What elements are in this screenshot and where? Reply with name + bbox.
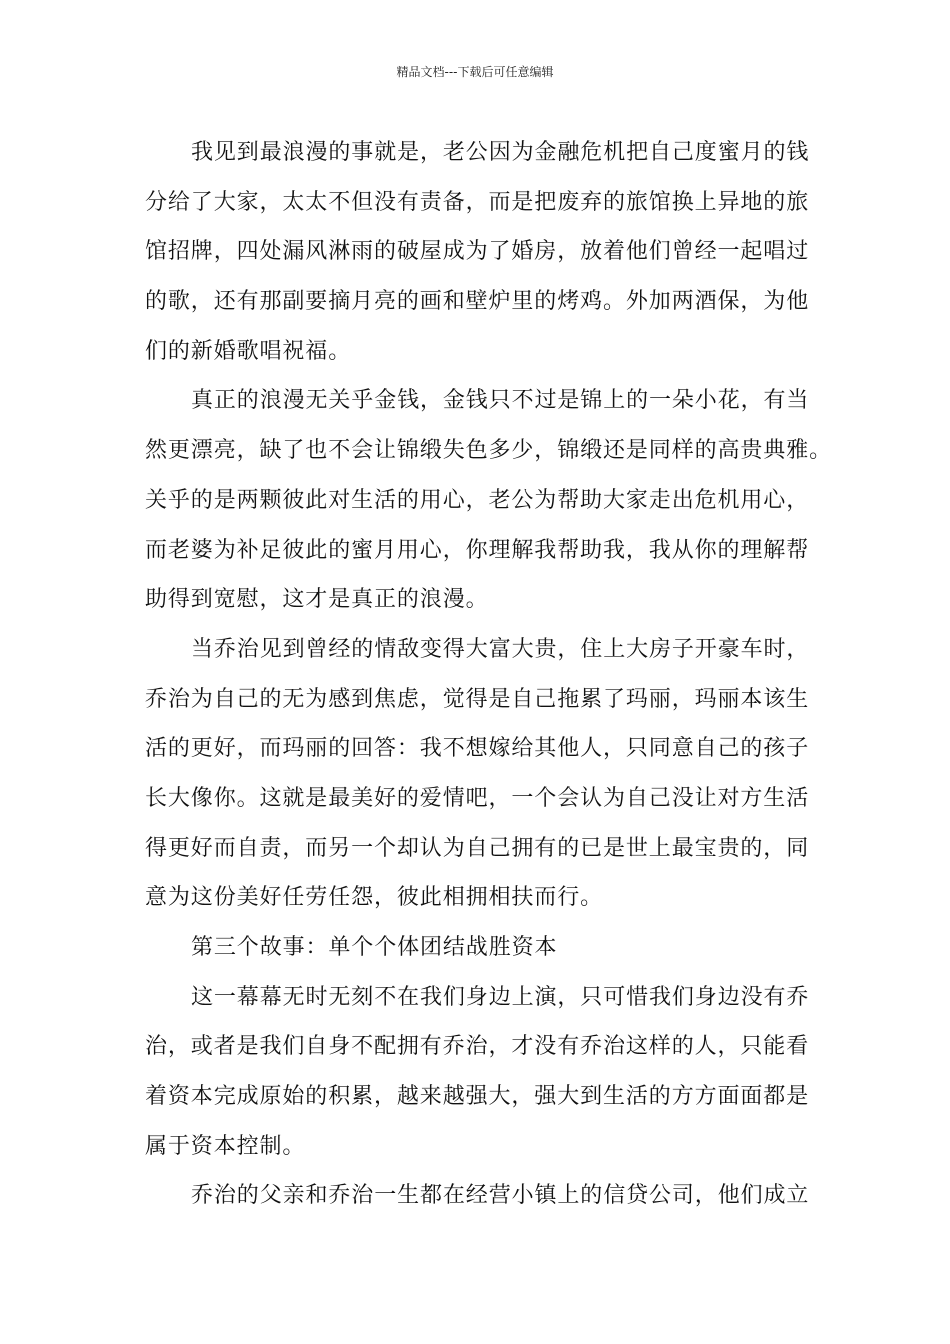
text-line: 活的更好，而玛丽的回答：我不想嫁给其他人，只同意自己的孩子 [145,736,810,762]
text-line: 治，或者是我们自身不配拥有乔治，才没有乔治这样的人，只能看 [145,1034,810,1060]
text-line: 当乔治见到曾经的情敌变得大富大贵，住上大房子开豪车时， [191,636,810,662]
text-line: 属于资本控制。 [145,1133,306,1159]
text-line: 而老婆为补足彼此的蜜月用心，你理解我帮助我，我从你的理解帮 [145,537,810,563]
text-line: 得更好而自责，而另一个却认为自己拥有的已是世上最宝贵的，同 [145,835,810,861]
text-line: 乔治的父亲和乔治一生都在经营小镇上的信贷公司，他们成立 [191,1183,810,1209]
text-line: 馆招牌，四处漏风淋雨的破屋成为了婚房，放着他们曾经一起唱过 [145,239,810,265]
document-body [145,128,833,1221]
text-line: 的歌，还有那副要摘月亮的画和壁炉里的烤鸡。外加两酒保，为他 [145,289,810,315]
text-line: 分给了大家，太太不但没有责备，而是把废弃的旅馆换上异地的旅 [145,189,810,215]
page-header: 精品文档---下载后可任意编辑 [396,65,554,79]
text-line: 助得到宽慰，这才是真正的浪漫。 [145,587,489,613]
text-line: 关乎的是两颗彼此对生活的用心，老公为帮助大家走出危机用心， [145,487,810,513]
text-line: 真正的浪漫无关乎金钱，金钱只不过是锦上的一朵小花，有当 [191,388,810,414]
text-line: 这一幕幕无时无刻不在我们身边上演，只可惜我们身边没有乔 [191,984,810,1010]
text-line: 我见到最浪漫的事就是，老公因为金融危机把自己度蜜月的钱 [191,140,810,165]
text-line: 第三个故事：单个个体团结战胜资本 [191,935,558,960]
text-line: 长大像你。这就是最美好的爱情吧，一个会认为自己没让对方生活 [145,785,810,811]
text-line: 们的新婚歌唱祝福。 [145,338,352,364]
text-line: 乔治为自己的无为感到焦虑，觉得是自己拖累了玛丽，玛丽本该生 [145,686,810,712]
text-line: 意为这份美好任劳任怨，彼此相拥相扶而行。 [145,885,604,911]
text-line: 着资本完成原始的积累，越来越强大，强大到生活的方方面面都是 [145,1084,810,1110]
text-line: 然更漂亮，缺了也不会让锦缎失色多少，锦缎还是同样的高贵典雅。 [145,438,833,464]
